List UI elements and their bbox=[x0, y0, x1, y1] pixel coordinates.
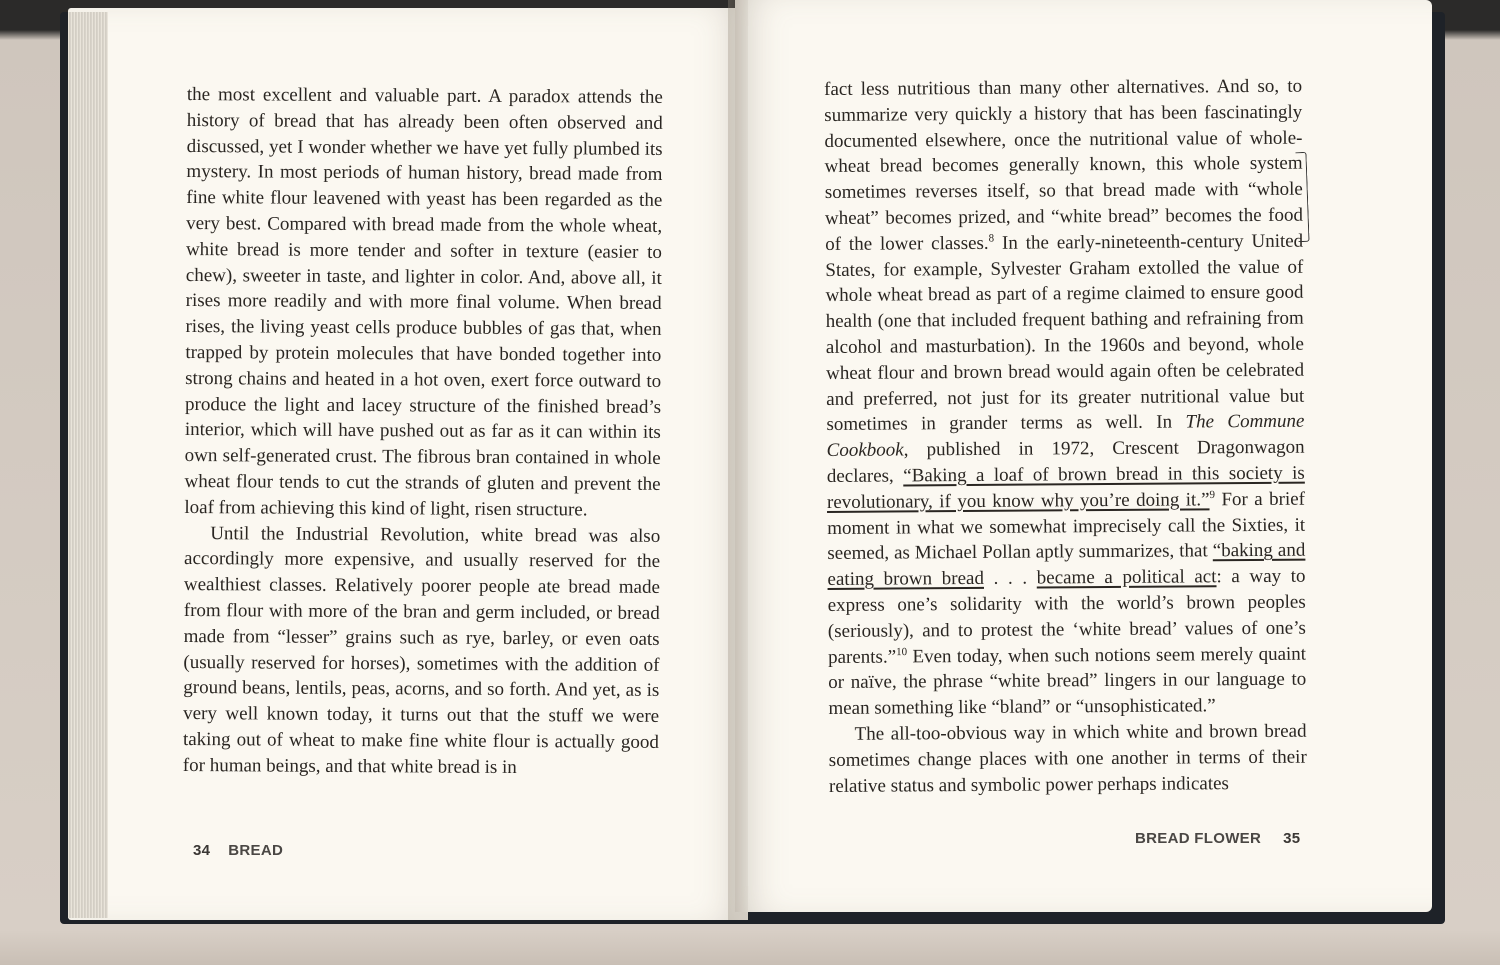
running-head: BREAD bbox=[228, 842, 284, 859]
footnote-ref: 10 bbox=[896, 645, 908, 658]
text-run: . . . bbox=[983, 567, 1037, 590]
text-run: : a way to express one’s solidarity with the world’s brown peoples (seriously), and to protest the ‘white bread’ values of one’s parents.” bbox=[827, 565, 1306, 668]
right-page-text bbox=[824, 74, 1307, 800]
page-number: 34 bbox=[193, 842, 211, 859]
footnote-ref: 9 bbox=[1209, 488, 1215, 501]
text-run: fact less nutritious than many other alternatives. And so, to summarize very quickly a history that has been fascinatingly documented elsewhere, once the nutritional value of whole-wheat bread becomes generally known, this whole system sometimes reverses itself, so that bread made with “whole wheat” becomes prized, and “white bread” becomes the food of the lower classes. bbox=[824, 75, 1304, 255]
text-run: Even today, when such notions seem merely quaint or naïve, the phrase “white bread” lingers in our language to mean something like “bland” or “unsophisticated.” bbox=[828, 643, 1307, 720]
paragraph bbox=[824, 74, 1306, 722]
text-run: For a brief moment in what we somewhat imprecisely call the Sixties, it seemed, as Michael Pollan aptly summarizes, that bbox=[827, 488, 1306, 565]
paragraph: The all-too-obvious way in which white and brown bread sometimes change places with one another in terms of their relative status and symbolic power perhaps indicates bbox=[828, 720, 1307, 797]
underlined-quote: “baking and eating brown bread bbox=[827, 539, 1306, 591]
left-footer bbox=[193, 842, 283, 859]
paragraph: the most excellent and valuable part. A paradox attends the history of bread that has already been often observed and discussed, yet I wonder whether we have yet fully plumbed its mystery. In most periods of human history, bread made from fine white flour leavened with yeast has been regarded as the very best. Compared with bread made from the whole wheat, white bread is more tender and softer in texture (easier to chew), sweeter in taste, and lighter in color. And, above all, it rises more readily and with more final volume. When bread rises, the living yeast cells produce bubbles of gas that, when trapped by protein molecules that have bonded together into strong chains and heated in a hot oven, exert force outward to produce the light and lacey structure of the finished bread’s interior, which will have pushed out as far as it can within its own self-generated crust. The fibrous bran contained in whole wheat flour tends to cut the strands of gluten and prevent the loaf from achieving this kind of light, risen structure. bbox=[184, 83, 663, 521]
text-run: , published in 1972, Crescent Dragonwagon declares, bbox=[826, 436, 1305, 487]
book-title: The Commune Cookbook bbox=[826, 411, 1305, 462]
page-number: 35 bbox=[1283, 830, 1301, 847]
right-footer bbox=[1135, 830, 1300, 847]
underlined-quote: “Baking a loaf of brown bread in this society is revolutionary, if you know why you’re doing it.” bbox=[826, 462, 1305, 513]
page-edges bbox=[68, 12, 108, 918]
paragraph: Until the Industrial Revolution, white bread was also accordingly more expensive, and usually reserved for the wealthiest classes. Relatively poorer people ate bread made from flour with more of the bran and germ included, or bread made from “lesser” grains such as rye, barley, or even oats (usually reserved for horses), sometimes with the addition of ground beans, lentils, peas, acorns, and so forth. And yet, as is very well known today, it turns out that the stuff we were taking out of wheat to make fine white flour is actually good for human beings, and that white bread is in bbox=[182, 522, 661, 778]
book-gutter bbox=[728, 0, 748, 920]
footnote-ref: 8 bbox=[988, 232, 995, 245]
text-run: In the early-nineteenth-century United States, for example, Sylvester Graham extolled the value of whole wheat bread as part of a regime claimed to ensure good health (one that included frequent bathing and refraining from alcohol and masturbation). In the 1960s and beyond, whole wheat flour and brown bread would again often be celebrated and preferred, not just for its greater nutritional value but sometimes in grander terms as well. In bbox=[825, 230, 1305, 436]
left-page-text bbox=[183, 82, 663, 781]
underlined-quote: became a political act bbox=[1036, 566, 1217, 589]
running-head: BREAD FLOWER bbox=[1135, 830, 1262, 847]
